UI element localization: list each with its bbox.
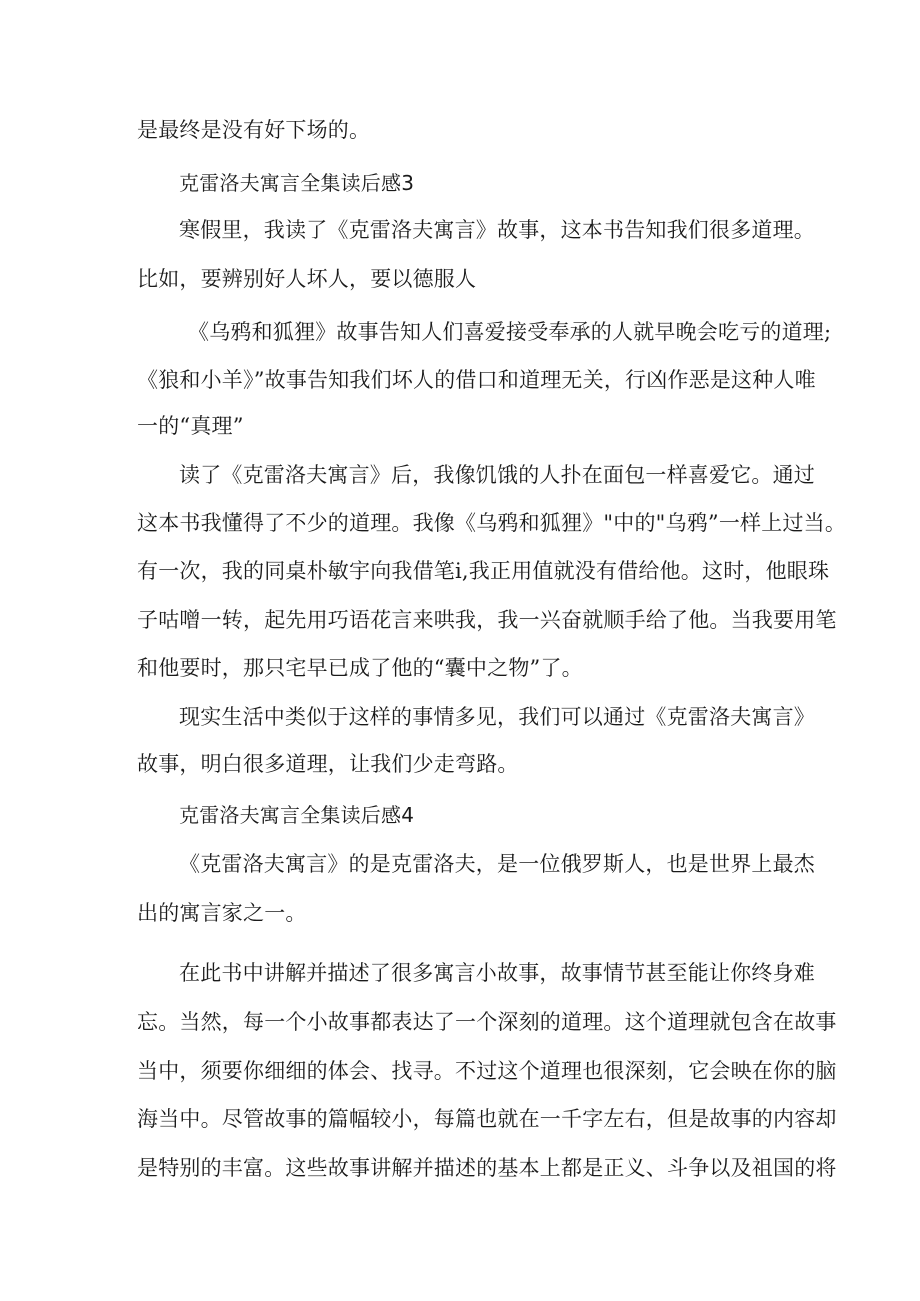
text-line-19: 忘。当然，每一个小故事都表达了一个深刻的道理。这个道理就包含在故事 — [137, 1010, 837, 1034]
section-heading-4: 克雷洛夫寓言全集读后感4 — [179, 803, 415, 827]
text-line-16: 《克雷洛夫寓言》的是克雷洛夫，是一位俄罗斯人，也是世界上最杰 — [179, 852, 815, 876]
text-line-3: 寒假里，我读了《克雷洛夫寓言》故事，这本书告知我们很多道理。 — [179, 218, 815, 242]
text-line-4: 比如，要辨别好人坏人，要以德服人 — [137, 267, 477, 291]
text-line-12: 和他要时，那只宅早已成了他的“囊中之物”了。 — [137, 656, 583, 680]
text-line-21: 海当中。尽管故事的篇幅较小，每篇也就在一千字左右，但是故事的内容却 — [137, 1107, 837, 1131]
text-line-6: 《狼和小羊》”故事告知我们坏人的借口和道理无关，行凶作恶是这种人唯 — [137, 368, 816, 392]
text-line-5: 《乌鸦和狐狸》故事告知人们喜爱接受奉承的人就早晚会吃亏的道理; — [188, 320, 832, 344]
text-line-7: 一的“真理” — [137, 414, 244, 438]
text-line-22: 是特别的丰富。这些故事讲解并描述的基本上都是正义、斗争以及祖国的将 — [137, 1156, 837, 1180]
text-line-11: 子咕噌一转，起先用巧语花言来哄我，我一兴奋就顺手给了他。当我要用笔 — [137, 608, 837, 632]
section-heading-3: 克雷洛夫寓言全集读后感3 — [179, 171, 415, 195]
text-line-10: 有一次，我的同桌朴敏宇向我借笔i,我正用值就没有借给他。这时，他眼珠 — [137, 559, 830, 583]
text-line-1: 是最终是没有好下场的。 — [137, 118, 371, 142]
text-line-17: 出的寓言家之一。 — [137, 901, 307, 925]
text-line-20: 当中，须要你细细的体会、找寻。不过这个道理也很深刻，它会映在你的脑 — [137, 1059, 837, 1083]
text-line-8: 读了《克雷洛夫寓言》后，我像饥饿的人扑在面包一样喜爱它。通过 — [179, 463, 815, 487]
text-line-14: 故事，明白很多道理，让我们少走弯路。 — [137, 752, 519, 776]
text-line-9: 这本书我懂得了不少的道理。我像《乌鸦和狐狸》"中的"乌鸦”一样上过当。 — [137, 511, 847, 535]
text-line-13: 现实生活中类似于这样的事情多见，我们可以通过《克雷洛夫寓言》 — [179, 705, 815, 729]
text-line-18: 在此书中讲解并描述了很多寓言小故事，故事情节甚至能让你终身难 — [179, 961, 815, 985]
